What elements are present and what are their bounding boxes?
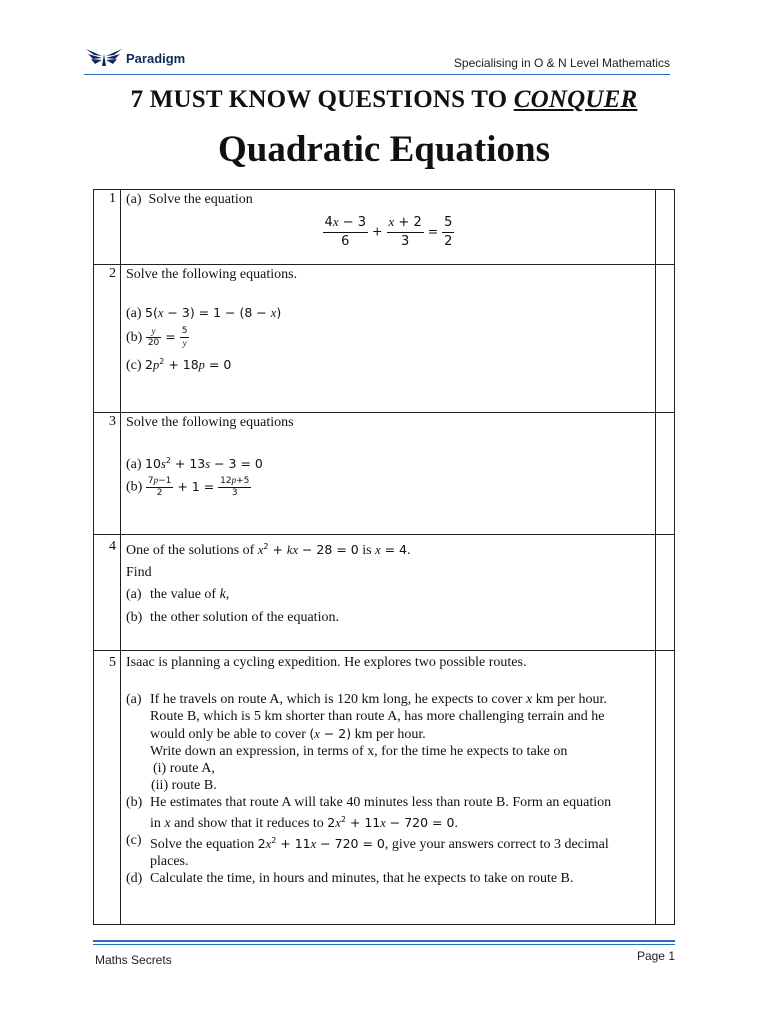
question-body [121,190,656,265]
question-text: Solve the following equations [126,415,294,430]
footer-title: Maths Secrets [95,953,172,967]
marks-cell [656,413,675,535]
part-a: (a) the value of k, [126,587,230,603]
part-d [126,870,651,887]
part-text: , [225,587,230,603]
part-text: km per hour. [532,692,607,707]
question-number: 1 [94,190,121,265]
title-emphasis: CONQUER [513,86,638,113]
question-number: 4 [94,535,121,651]
part-label: (c) [126,833,142,849]
question-number: 3 [94,413,121,535]
part-b: (b) $\frac{7p-1}{2}$ + 1 = $\frac{12p+5}{3}$ [126,475,250,499]
question-number: 5 [94,651,121,925]
marks-cell [656,190,675,265]
page-title: Quadratic Equations [217,129,551,170]
question-row-4 [94,535,675,651]
part-label: (a) [126,192,142,207]
part-label: (b) [126,479,143,495]
part-b: (b) $\frac{y}{20}$ = $\frac{5}{y}$ [126,326,188,348]
question-text: Isaac is planning a cycling expedition. He explores two possible routes. [126,655,527,670]
part-label: (a) [126,457,142,473]
marks-cell [656,535,675,651]
part-text: the value of [150,587,220,603]
part-b [126,609,651,626]
part-text: places. [150,854,189,870]
part-text: would only be able to cover [150,727,310,742]
question-text: Solve the following equations. [126,267,298,282]
tagline: Specialising in O & N Level Mathematics [453,56,670,70]
part-text: Route B, which is 5 km shorter than route A, has more challenging terrain and he [150,709,605,724]
part-text: km per hour. [351,727,426,742]
page-title-line1 [0,86,768,114]
question-row-3 [94,413,675,535]
part-c: (c) Solve the equation $2x^2 + 11x - 720 = 0$, give your answers correct to 3 decimal places. [126,833,609,870]
marks-cell [656,651,675,925]
intro-text: is [358,543,376,559]
part-text: Calculate the time, in hours and minutes, that he expects to take on route B. [150,871,574,887]
subpart-i: (i) route A, [153,761,215,776]
marks-cell [656,265,675,413]
part-b: (b) He estimates that route A will take 40 minutes less than route B. Form an equation in x and show that it reduces to $2x^2 + 11x - 720 = 0$. [126,795,612,832]
part-a: (a) $10s^2 + 13s - 3 = 0$ [126,456,263,473]
question-text: Solve the equation [148,192,253,207]
page-number: Page 1 [636,949,675,963]
logo-text: Paradigm [126,50,186,66]
part-label: (b) [126,795,143,810]
part-text: in [150,816,165,832]
part-text: Solve the equation [150,837,258,853]
part-label: (c) [126,358,142,374]
wings-logo-icon [84,46,124,70]
question-body [121,413,656,535]
question-body [121,535,656,651]
header-divider [84,74,670,75]
question-text: One of the solutions of $x^2$ + kx − 28 = 0 is x = 4. [126,542,411,559]
part-label: (b) [126,330,143,345]
variable: x [164,816,171,832]
part-text: Write down an expression, in terms of x, for the time he expects to take on [150,744,568,759]
part-text: and show that it reduces to [170,816,328,832]
question-row-5 [94,651,675,925]
footer-divider [93,940,675,942]
question-number: 2 [94,265,121,413]
equation-1: $\frac{4x - 3}{6}$ + $\frac{x + 2}{3}$ = $\frac{5}{2}$ [324,214,453,249]
part-text: If he travels on route A, which is 120 km long, he expects to cover [150,692,526,707]
question-body [121,265,656,413]
question-row-2 [94,265,675,413]
footer-divider-thin [93,944,675,945]
questions-table [93,189,675,925]
part-text: the other solution of the equation. [150,610,339,626]
part-label: (a) [126,587,142,603]
subpart-ii: (ii) route B. [151,778,217,793]
part-text: , give your answers correct to 3 decimal [384,837,609,853]
part-label: (a) [126,692,142,707]
question-row-1 [94,190,675,265]
title-prefix: 7 MUST KNOW QUESTIONS TO [130,86,514,113]
part-label: (a) [126,306,142,321]
part-text: . [454,816,458,832]
part-label: (b) [126,610,143,626]
variable: x [525,692,533,707]
part-a: (a) If he travels on route A, which is 120 km long, he expects to cover x km per hour. Route B, which is 5 km shorter than route A, has more challenging terrain and he would only be able to cover (x − 2) km per hour. Write down an expression, in terms of x, for the time he expects to take on (i) route A, (ii) route B. [126,692,607,793]
page-header [84,44,670,74]
part-c: (c) $2p^2 + 18p = 0$ [126,357,232,374]
part-a: (a) 5(x − 3) = 1 − (8 − x) [126,305,282,321]
intro-text: One of the solutions of [126,543,258,559]
part-text: He estimates that route A will take 40 minutes less than route B. Form an equation [150,795,612,810]
logo [84,46,185,70]
part-label: (d) [126,871,143,887]
find-label: Find [126,565,152,581]
question-body [121,651,656,925]
